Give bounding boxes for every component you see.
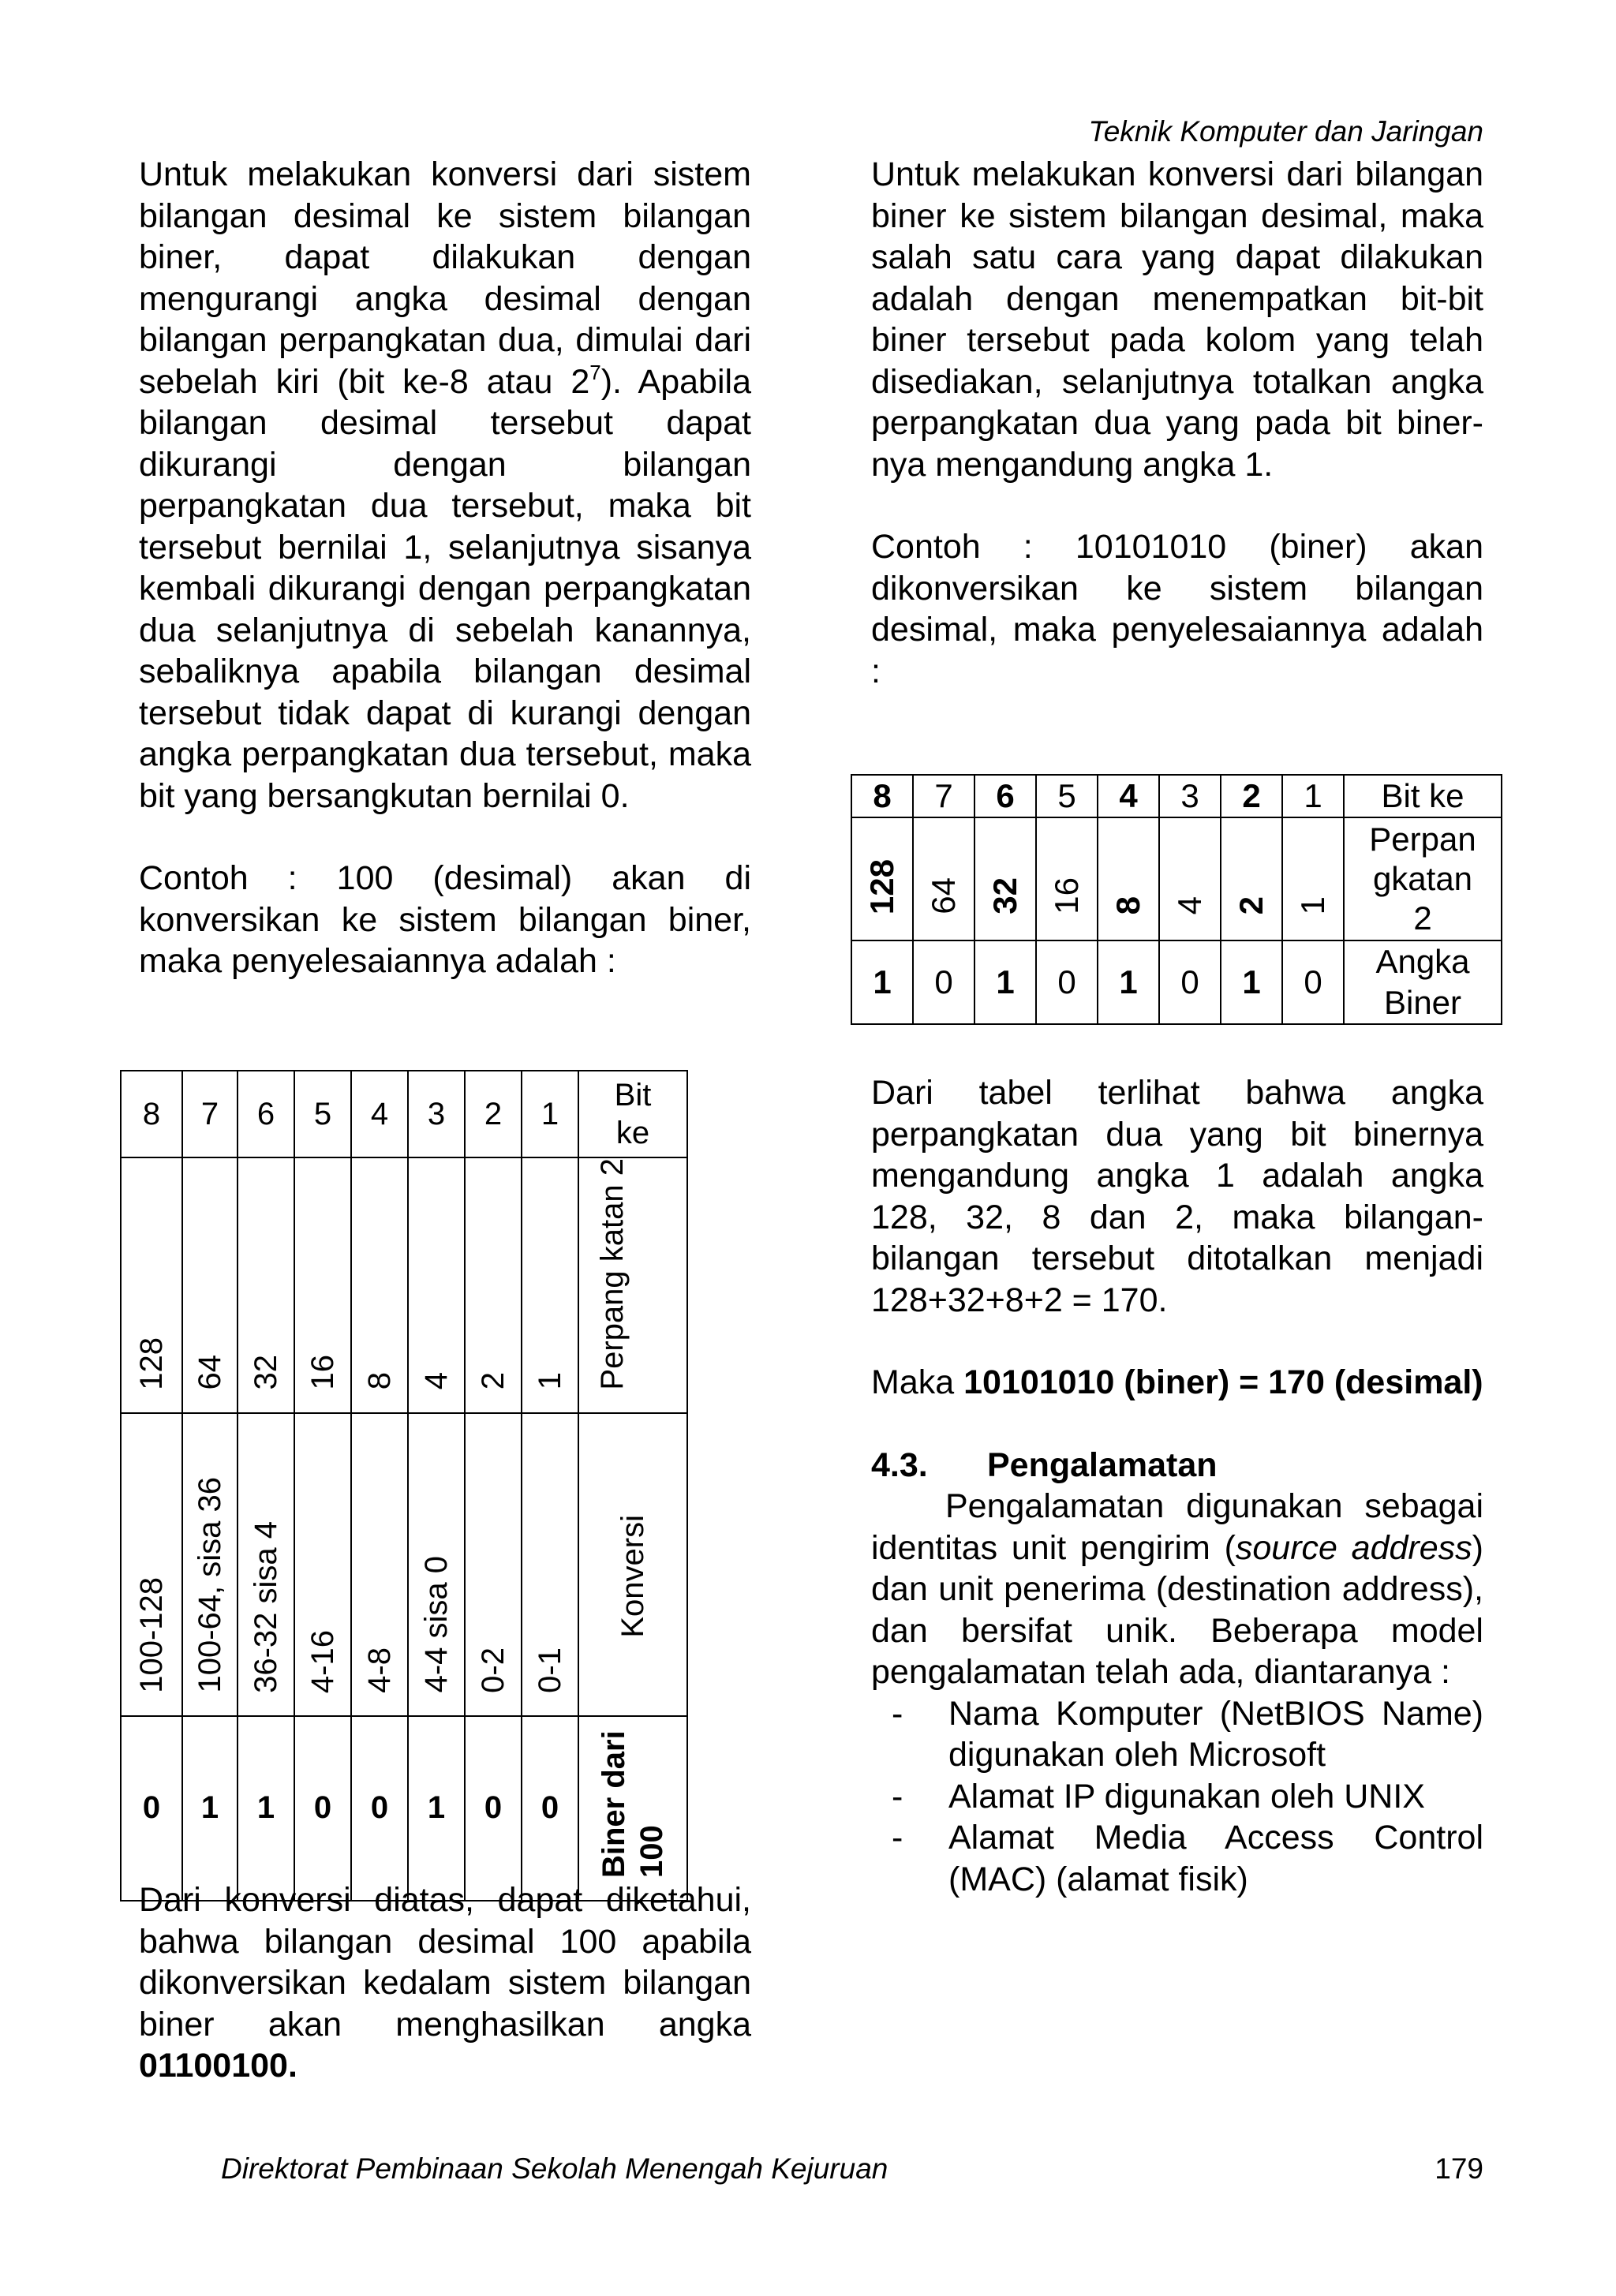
biner-cell: 1 — [1098, 940, 1159, 1024]
right-paragraph-1: Untuk melakukan konversi dari bilangan biner ke sistem bilangan desimal, maka salah satu cara yang dapat dilakukan adalah dengan menempatkan bit-bit biner tersebut pada kolom yang telah disediakan, selanjutnya totalkan angka perpangkatan dua yang pada bit biner-nya mengandung angka 1. — [871, 155, 1483, 484]
left-paragraph-1: Untuk melakukan konversi dari sistem bilangan desimal ke sistem bilangan biner, dapat dilakukan dengan mengurangi angka desimal dengan bilangan perpangkatan dua, dimulai dari sebelah kiri (bit ke-8 atau $2^7$). Apabila bilangan desimal tersebut dapat dikurangi dengan bilangan perpangkatan dua tersebut, maka bit tersebut bernilai 1, selanjutnya sisanya kembali dikurangi dengan perpangkatan dua selanjutnya di sebelah kanannya, sebaliknya apabila bilangan desimal tersebut tidak dapat di kurangi dengan angka perpangkatan dua tersebut, maka bit yang bersangkutan bernilai 0. — [139, 155, 751, 815]
biner-cell: 0 — [1159, 940, 1221, 1024]
power-label-cell: Perpang katan 2 — [595, 1158, 630, 1390]
bit-cell: 6 — [974, 775, 1036, 817]
running-header: Teknik Komputer dan Jaringan — [1088, 115, 1483, 148]
power-cell: 8 — [361, 1372, 397, 1390]
power-cell: 32 — [986, 877, 1023, 914]
bit-cell: 3 — [1159, 775, 1221, 817]
biner-label-cell: Biner dari 100 — [597, 1729, 669, 1878]
list-item: - Nama Komputer (NetBIOS Name) digunakan oleh Microsoft — [871, 1693, 1483, 1776]
bit-label-cell: Bit ke — [1344, 775, 1502, 817]
power-cell: 2 — [1233, 896, 1270, 914]
konversi-cell: 36-32 sisa 4 — [248, 1520, 283, 1693]
left-column-bottom — [139, 1879, 751, 2087]
power-cell: 1 — [532, 1372, 567, 1390]
bit-cell: 8 — [851, 775, 913, 817]
power-cell: 8 — [1109, 896, 1147, 914]
bit-cell: 7 — [182, 1071, 238, 1157]
bit-cell: 1 — [1282, 775, 1344, 817]
konversi-cell: 4-16 — [305, 1629, 340, 1693]
left-column — [139, 154, 751, 982]
power-label-cell: Perpan gkatan 2 — [1344, 817, 1502, 940]
bit-cell: 4 — [351, 1071, 408, 1157]
bit-cell: 2 — [465, 1071, 522, 1157]
biner-cell: 1 — [851, 940, 913, 1024]
power-cell: 128 — [133, 1337, 169, 1390]
left-paragraph-2: Contoh : 100 (desimal) akan di konversikan ke sistem bilangan biner, maka penyelesaiannya adalah : — [139, 859, 751, 980]
konversi-cell: 4-8 — [361, 1647, 397, 1693]
biner-label-cell: Angka Biner — [1344, 940, 1502, 1024]
right-paragraph-5: Pengalamatan digunakan sebagai identitas unit pengirim (source address) dan unit penerima (destination address), dan bersifat unik. Beberapa model pengalamatan telah ada, diantaranya : — [871, 1487, 1483, 1691]
bit-cell: 3 — [408, 1071, 465, 1157]
right-paragraph-2: Contoh : 10101010 (biner) akan dikonversikan ke sistem bilangan desimal, maka penyelesaiannya adalah : — [871, 528, 1483, 690]
bit-cell: 8 — [121, 1071, 182, 1157]
power-cell: 1 — [1294, 896, 1331, 914]
biner-cell: 0 — [294, 1716, 351, 1901]
list-item: - Alamat Media Access Control (MAC) (alamat fisik) — [871, 1817, 1483, 1900]
left-paragraph-3: Dari konversi diatas, dapat diketahui, bahwa bilangan desimal 100 apabila dikonversikan kedalam sistem bilangan biner akan menghasilkan angka 01100100. — [139, 1881, 751, 2085]
right-column-bottom — [871, 1072, 1483, 1900]
bit-cell: 1 — [522, 1071, 578, 1157]
konversi-label-cell: Konversi — [615, 1514, 650, 1638]
biner-cell: 0 — [522, 1716, 578, 1901]
bit-cell: 2 — [1221, 775, 1282, 817]
binary-to-decimal-table — [851, 774, 1502, 1025]
konversi-cell: 0-2 — [475, 1647, 511, 1693]
biner-cell: 0 — [1282, 940, 1344, 1024]
biner-cell: 1 — [238, 1716, 294, 1901]
power-cell: 64 — [192, 1355, 227, 1390]
biner-cell: 1 — [408, 1716, 465, 1901]
biner-cell: 0 — [121, 1716, 182, 1901]
biner-cell: 0 — [913, 940, 974, 1024]
address-model-list — [871, 1693, 1483, 1901]
decimal-to-binary-table — [120, 1070, 688, 1901]
list-item: - Alamat IP digunakan oleh UNIX — [871, 1776, 1483, 1818]
right-column — [871, 154, 1483, 692]
bit-cell: 5 — [294, 1071, 351, 1157]
bit-cell: 5 — [1036, 775, 1098, 817]
page-number: 179 — [1435, 2152, 1483, 2185]
power-cell: 64 — [925, 877, 962, 914]
power-cell: 4 — [1171, 896, 1208, 914]
power-cell: 32 — [248, 1355, 283, 1390]
bit-cell: 7 — [913, 775, 974, 817]
biner-cell: 0 — [351, 1716, 408, 1901]
biner-cell: 1 — [974, 940, 1036, 1024]
konversi-cell: 0-1 — [532, 1647, 567, 1693]
section-heading: 4.3. Pengalamatan — [871, 1445, 1218, 1484]
right-paragraph-3: Dari tabel terlihat bahwa angka perpangkatan dua yang bit binernya mengandung angka 1 adalah angka 128, 32, 8 dan 2, maka bilangan-bilangan tersebut ditotalkan menjadi 128+32+8+2 = 170. — [871, 1074, 1483, 1319]
right-paragraph-4: Maka 10101010 (biner) = 170 (desimal) — [871, 1363, 1483, 1401]
footer-text: Direktorat Pembinaan Sekolah Menengah Kejuruan — [221, 2152, 888, 2185]
biner-cell: 1 — [1221, 940, 1282, 1024]
konversi-cell: 100-128 — [133, 1576, 169, 1693]
power-cell: 2 — [475, 1372, 511, 1390]
bit-label-cell: Bit ke — [578, 1071, 687, 1157]
bit-cell: 6 — [238, 1071, 294, 1157]
power-cell: 16 — [1048, 877, 1085, 914]
biner-cell: 0 — [465, 1716, 522, 1901]
biner-cell: 1 — [182, 1716, 238, 1901]
power-cell: 4 — [418, 1372, 454, 1390]
konversi-cell: 4-4 sisa 0 — [418, 1556, 454, 1693]
power-cell: 128 — [863, 858, 900, 914]
konversi-cell: 100-64, sisa 36 — [192, 1477, 227, 1693]
power-cell: 16 — [305, 1355, 340, 1390]
bit-cell: 4 — [1098, 775, 1159, 817]
biner-cell: 0 — [1036, 940, 1098, 1024]
